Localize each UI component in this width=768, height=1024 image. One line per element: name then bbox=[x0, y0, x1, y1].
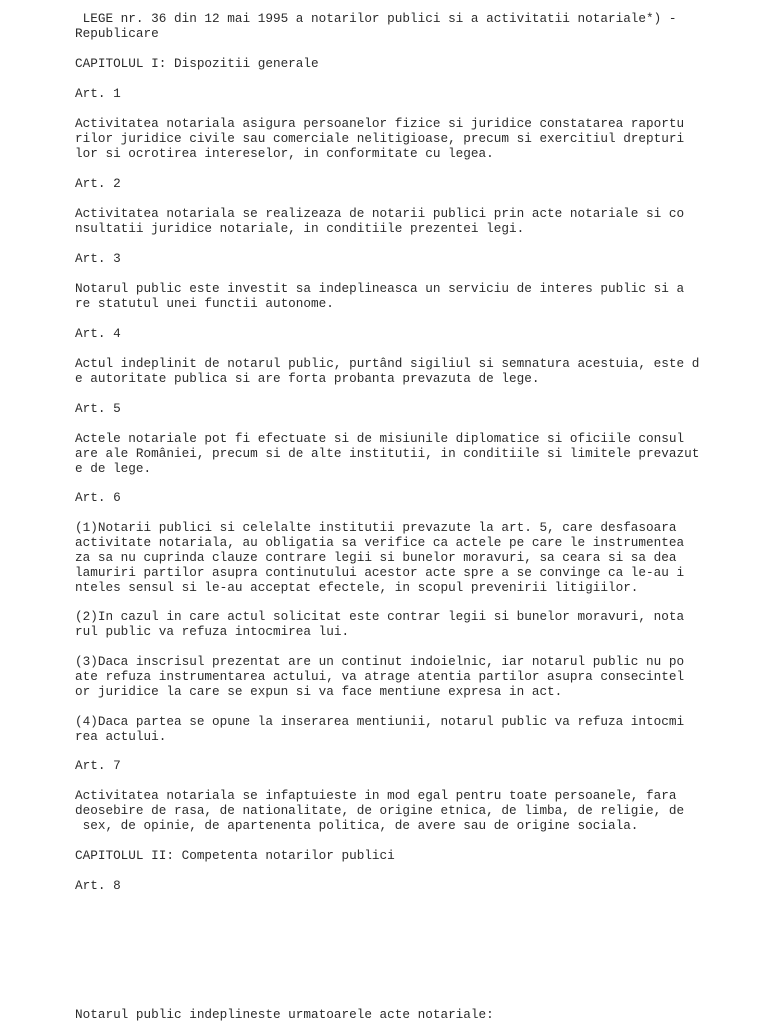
paragraph-line: za sa nu cuprinda clauze contrare legii si bunelor moravuri, sa ceara si sa dea bbox=[75, 550, 677, 565]
paragraph-line: (2)In cazul in care actul solicitat este contrar legii si bunelor moravuri, nota bbox=[75, 609, 685, 624]
paragraph-line: re statutul unei functii autonome. bbox=[75, 296, 334, 311]
paragraph-line: Activitatea notariala se infaptuieste in mod egal pentru toate persoanele, fara bbox=[75, 788, 677, 803]
paragraph-line: sex, de opinie, de apartenenta politica, de avere sau de origine sociala. bbox=[75, 818, 639, 833]
paragraph-line: Activitatea notariala se realizeaza de notarii publici prin acte notariale si co bbox=[75, 206, 685, 221]
paragraph-line: Notarul public indeplineste urmatoarele acte notariale: bbox=[75, 1007, 494, 1022]
paragraph-line: nteles sensul si le-au acceptat efectele, in scopul prevenirii litigiilor. bbox=[75, 580, 639, 595]
paragraph-line: (4)Daca partea se opune la inserarea mentiunii, notarul public va refuza intocmi bbox=[75, 714, 685, 729]
paragraph-line: ate refuza instrumentarea actului, va atrage atentia partilor asupra consecintel bbox=[75, 669, 685, 684]
paragraph-line: (1)Notarii publici si celelalte institutii prevazute la art. 5, care desfasoara bbox=[75, 520, 677, 535]
paragraph-line: (3)Daca inscrisul prezentat are un continut indoielnic, iar notarul public nu po bbox=[75, 654, 685, 669]
chapter-heading: CAPITOLUL I: Dispozitii generale bbox=[75, 56, 319, 71]
article-heading: Art. 8 bbox=[75, 878, 121, 893]
paragraph-line: Actul indeplinit de notarul public, purtând sigiliul si semnatura acestuia, este d bbox=[75, 356, 700, 371]
paragraph-line: Notarul public este investit sa indeplineasca un serviciu de interes public si a bbox=[75, 281, 685, 296]
paragraph-line: activitate notariala, au obligatia sa verifice ca actele pe care le instrumentea bbox=[75, 535, 685, 550]
paragraph-line: e de lege. bbox=[75, 461, 152, 476]
paragraph-line: deosebire de rasa, de nationalitate, de origine etnica, de limba, de religie, de bbox=[75, 803, 685, 818]
document-title-line-1: LEGE nr. 36 din 12 mai 1995 a notarilor publici si a activitatii notariale*) - bbox=[75, 11, 677, 26]
paragraph-line: or juridice la care se expun si va face mentiune expresa in act. bbox=[75, 684, 563, 699]
document-title-line-2: Republicare bbox=[75, 26, 159, 41]
article-heading: Art. 1 bbox=[75, 86, 121, 101]
paragraph-line: lamuriri partilor asupra continutului acestor acte spre a se convinge ca le-au i bbox=[75, 565, 685, 580]
paragraph-line: rea actului. bbox=[75, 729, 167, 744]
paragraph-line: are ale României, precum si de alte institutii, in conditiile si limitele prevazut bbox=[75, 446, 700, 461]
paragraph-line: Activitatea notariala asigura persoanelor fizice si juridice constatarea raportu bbox=[75, 116, 685, 131]
paragraph-line: Actele notariale pot fi efectuate si de misiunile diplomatice si oficiile consul bbox=[75, 431, 685, 446]
article-heading: Art. 5 bbox=[75, 401, 121, 416]
article-heading: Art. 2 bbox=[75, 176, 121, 191]
paragraph-line: e autoritate publica si are forta probanta prevazuta de lege. bbox=[75, 371, 540, 386]
article-heading: Art. 3 bbox=[75, 251, 121, 266]
paragraph-line: nsultatii juridice notariale, in conditiile prezentei legi. bbox=[75, 221, 525, 236]
paragraph-line: rul public va refuza intocmirea lui. bbox=[75, 624, 350, 639]
paragraph-line: lor si ocrotirea intereselor, in conformitate cu legea. bbox=[75, 146, 494, 161]
article-heading: Art. 4 bbox=[75, 326, 121, 341]
article-heading: Art. 7 bbox=[75, 758, 121, 773]
paragraph-line: rilor juridice civile sau comerciale nelitigioase, precum si exercitiul drepturi bbox=[75, 131, 685, 146]
chapter-heading: CAPITOLUL II: Competenta notarilor publici bbox=[75, 848, 395, 863]
article-heading: Art. 6 bbox=[75, 490, 121, 505]
